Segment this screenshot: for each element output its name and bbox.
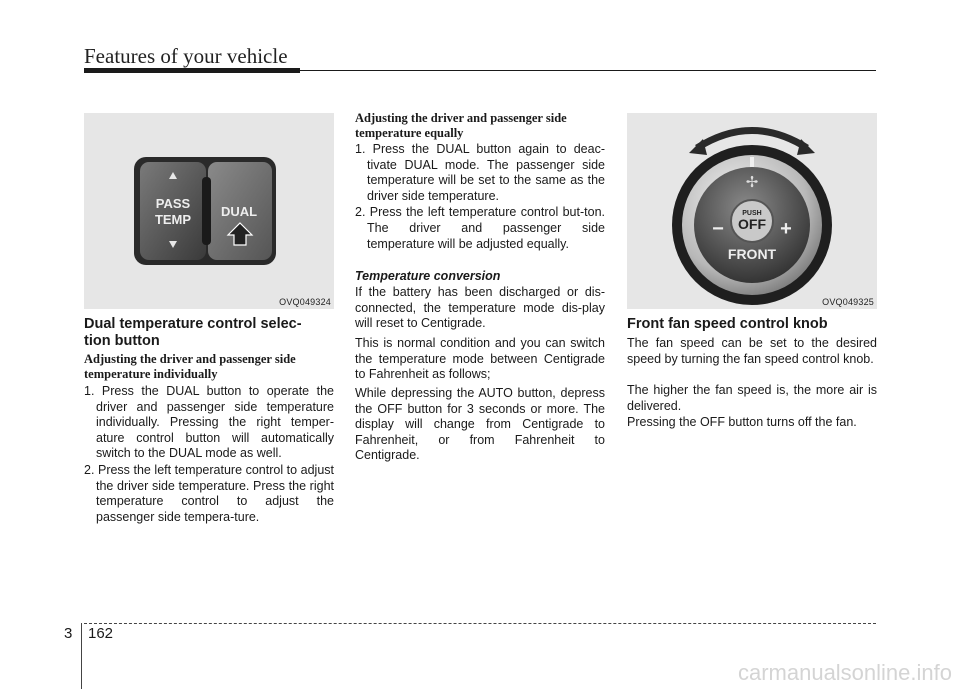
subheading-equal: Adjusting the driver and passenger side temperature equally	[355, 111, 567, 140]
figure-code: OVQ049325	[822, 297, 874, 307]
list-item: 1. Press the DUAL button to operate the driver and passenger side temperature individually. Pressing the right temper-ature control button will automatically switch to the DUAL mode as well.	[84, 384, 334, 461]
header-title: Features of your vehicle	[84, 44, 288, 68]
dual-label: DUAL	[220, 204, 258, 219]
pass-label: PASS	[155, 196, 191, 211]
figure-code: OVQ049324	[279, 297, 331, 307]
subheading-individual: Adjusting the driver and passenger side temperature individually	[84, 352, 296, 381]
paragraph: While depressing the AUTO button, depress the OFF button for 3 seconds or more. The display will change from Centigrade to Fahrenheit, or from Fahrenheit to Centigrade.	[355, 386, 605, 463]
list-item: 2. Press the left temperature control but-ton. The driver and passenger side temperature will be adjusted equally.	[355, 205, 605, 251]
header-rule-thin	[300, 70, 876, 71]
steps-equal	[355, 142, 605, 253]
front-label: FRONT	[727, 246, 777, 262]
paragraph: If the battery has been discharged or dis-connected, the temperature mode dis-play will reset to Centigrade.	[355, 285, 605, 331]
temp-label: TEMP	[154, 212, 192, 227]
dual-button-illustration	[84, 113, 334, 309]
off-label: OFF	[738, 216, 766, 232]
paragraph: The fan speed can be set to the desired speed by turning the fan speed control knob.	[627, 336, 877, 366]
paragraph: Pressing the OFF button turns off the fan.	[627, 415, 857, 429]
plus-label: +	[780, 218, 792, 240]
fan-icon: ✢	[745, 174, 759, 191]
fan-knob-illustration	[627, 113, 877, 309]
section-title-dual: Dual temperature control selec- tion button	[84, 316, 302, 349]
watermark: carmanualsonline.info	[737, 660, 952, 685]
paragraph: This is normal condition and you can switch the temperature mode between Centigrade to Fahrenheit as follows;	[355, 336, 605, 382]
page-number: 162	[88, 625, 114, 642]
list-item: 1. Press the DUAL button again to deac-tivate DUAL mode. The passenger side temperature will be set to the same as the driver side temperature.	[355, 142, 605, 203]
section-title-fan: Front fan speed control knob	[627, 316, 828, 332]
paragraph: The higher the fan speed is, the more air is delivered.	[627, 383, 877, 413]
list-item: 2. Press the left temperature control to adjust the driver side temperature. Press the right temperature control to adjust the passenger side tempera-ture.	[84, 462, 334, 524]
chapter-number: 3	[64, 625, 73, 642]
steps-individual	[84, 384, 334, 526]
minus-label: −	[712, 218, 724, 240]
footer-divider	[81, 623, 82, 689]
conversion-heading: Temperature conversion	[355, 269, 501, 283]
header-rule	[84, 68, 300, 73]
push-label: PUSH	[742, 210, 762, 217]
dual-button-figure	[84, 113, 334, 309]
fan-knob-figure	[627, 113, 877, 309]
footer-rule	[84, 623, 876, 624]
